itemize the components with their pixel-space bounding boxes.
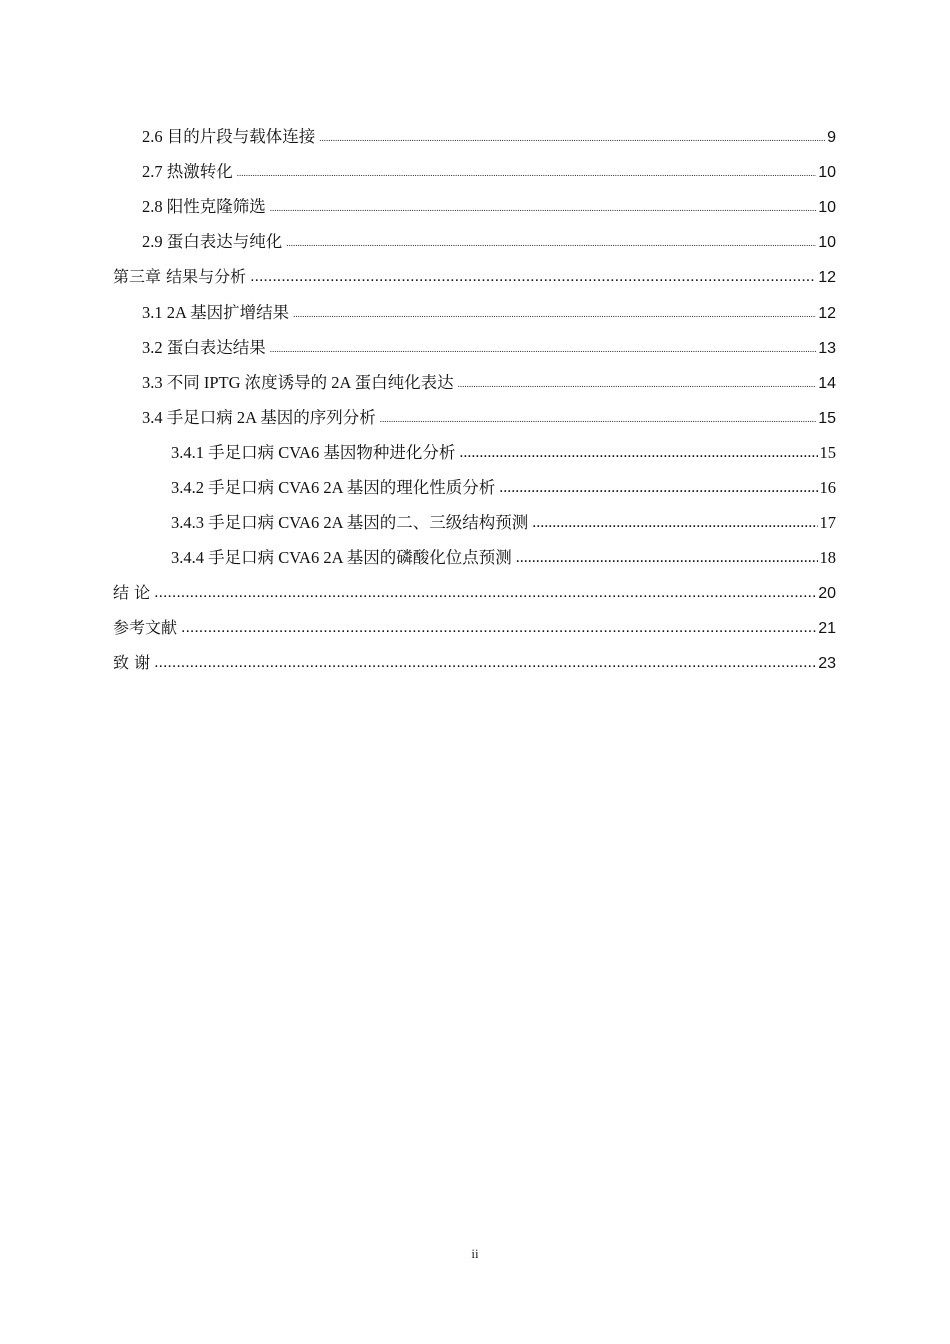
toc-entry-3-1[interactable] <box>142 299 836 323</box>
toc-dot-leader <box>154 584 816 602</box>
toc-entry-references[interactable] <box>113 615 836 639</box>
toc-dot-leader <box>458 379 817 389</box>
toc-entry-title: 第三章 结果与分析 <box>113 267 247 286</box>
toc-entry-2-7[interactable] <box>142 158 836 182</box>
toc-entry-title: 3.3 不同 IPTG 浓度诱导的 2A 蛋白纯化表达 <box>142 373 454 392</box>
toc-entry-acknowledgements[interactable] <box>113 650 836 674</box>
toc-entry-title: 3.4.3 手足口病 CVA6 2A 基因的二、三级结构预测 <box>171 513 529 532</box>
toc-entry-page: 12 <box>818 305 836 322</box>
toc-entry-page: 14 <box>818 375 836 392</box>
toc-dot-leader <box>181 619 816 637</box>
toc-entry-page: 15 <box>819 443 836 462</box>
toc-entry-3-4[interactable] <box>142 404 836 428</box>
toc-entry-page: 12 <box>818 269 836 286</box>
toc-entry-page: 23 <box>818 655 836 672</box>
toc-entry-2-8[interactable] <box>142 193 836 217</box>
toc-entry-2-6[interactable] <box>142 123 836 147</box>
toc-dot-leader <box>270 344 816 354</box>
toc-entry-title: 致 谢 <box>113 653 151 672</box>
toc-entry-page: 13 <box>818 340 836 357</box>
toc-entry-page: 10 <box>818 234 836 251</box>
toc-entry-title: 3.4.4 手足口病 CVA6 2A 基因的磷酸化位点预测 <box>171 548 512 567</box>
toc-entry-title: 3.4.2 手足口病 CVA6 2A 基因的理化性质分析 <box>171 478 496 497</box>
toc-entry-title: 参考文献 <box>113 618 178 637</box>
toc-dot-leader <box>499 479 817 497</box>
toc-entry-title: 2.6 目的片段与载体连接 <box>142 127 316 146</box>
toc-entry-conclusion[interactable] <box>113 580 836 604</box>
toc-entry-title: 2.8 阳性克隆筛选 <box>142 197 266 216</box>
toc-dot-leader <box>516 549 818 567</box>
toc-entry-3-4-2[interactable] <box>171 474 836 498</box>
toc-entry-3-2[interactable] <box>142 334 836 358</box>
toc-dot-leader <box>293 309 816 319</box>
toc-entry-title: 2.9 蛋白表达与纯化 <box>142 232 283 251</box>
toc-entry-page: 10 <box>818 199 836 216</box>
toc-dot-leader <box>380 414 816 424</box>
toc-entry-chapter-3[interactable] <box>113 264 836 288</box>
toc-entry-page: 20 <box>818 585 836 602</box>
toc-entry-title: 2.7 热激转化 <box>142 162 233 181</box>
toc-entry-3-3[interactable] <box>142 369 836 393</box>
toc-entry-page: 16 <box>819 478 836 497</box>
toc-dot-leader <box>532 514 817 532</box>
toc-entry-title: 3.4.1 手足口病 CVA6 基因物种进化分析 <box>171 443 456 462</box>
page-number: ii <box>471 1246 479 1261</box>
toc-dot-leader <box>319 133 825 143</box>
toc-dot-leader <box>286 238 816 248</box>
toc-dot-leader <box>270 203 816 213</box>
toc-entry-3-4-1[interactable] <box>171 439 836 463</box>
toc-entry-page: 18 <box>819 548 836 567</box>
toc-entry-3-4-3[interactable] <box>171 509 836 533</box>
toc-entry-3-4-4[interactable] <box>171 544 836 568</box>
toc-dot-leader <box>459 444 817 462</box>
toc-entry-title: 3.2 蛋白表达结果 <box>142 338 266 357</box>
toc-entry-page: 15 <box>818 410 836 427</box>
toc-dot-leader <box>154 654 816 672</box>
toc-entry-page: 9 <box>827 129 836 146</box>
toc-dot-leader <box>250 268 816 286</box>
toc-entry-title: 3.4 手足口病 2A 基因的序列分析 <box>142 408 376 427</box>
toc-entry-page: 10 <box>818 164 836 181</box>
toc-entry-page: 17 <box>819 513 836 532</box>
toc-entry-page: 21 <box>818 620 836 637</box>
toc-entry-2-9[interactable] <box>142 228 836 252</box>
toc-dot-leader <box>237 168 816 178</box>
toc-entry-title: 3.1 2A 基因扩增结果 <box>142 303 290 322</box>
toc-entry-title: 结 论 <box>113 583 151 602</box>
